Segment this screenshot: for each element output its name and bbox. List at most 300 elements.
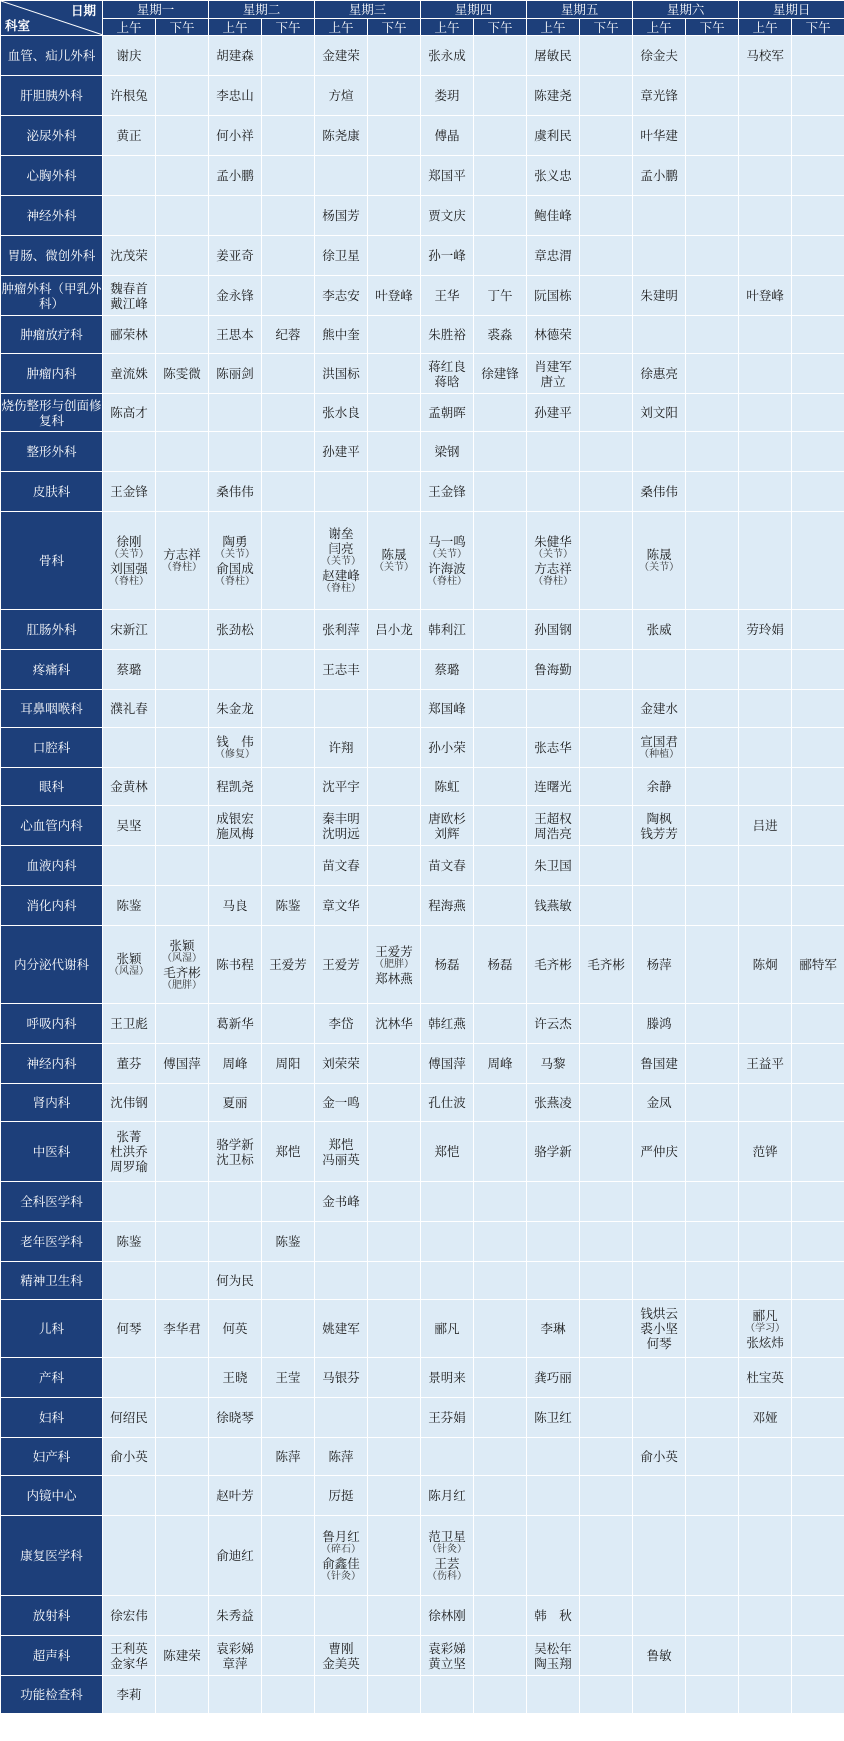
doctor-name: 陈尧康: [322, 128, 360, 143]
morning-slot: [209, 650, 262, 690]
afternoon-slot: [368, 1596, 421, 1636]
doctor-name: 叶登峰: [375, 288, 413, 303]
doctor-name: 严仲庆: [640, 1144, 678, 1159]
morning-slot: [209, 76, 262, 116]
afternoon-slot: [792, 316, 844, 354]
afternoon-slot: [792, 1516, 844, 1596]
afternoon-slot: [686, 1044, 739, 1084]
afternoon-slot: [368, 846, 421, 886]
morning-slot: [739, 1004, 792, 1044]
doctor-name: 叶华建: [640, 128, 678, 143]
morning-slot: [739, 1222, 792, 1262]
afternoon-slot: [262, 316, 315, 354]
afternoon-slot: [580, 1476, 633, 1516]
doctor-name: 徐卫星: [322, 248, 360, 263]
afternoon-slot: [156, 886, 209, 926]
afternoon-slot: [792, 394, 844, 432]
morning-slot: [421, 36, 474, 76]
morning-slot: [209, 846, 262, 886]
morning-header: 上午: [527, 19, 580, 36]
afternoon-slot: [580, 1596, 633, 1636]
afternoon-slot: [792, 690, 844, 728]
afternoon-slot: [686, 156, 739, 196]
afternoon-slot: [792, 1438, 844, 1476]
doctor-name: 沈平宇: [322, 779, 360, 794]
doctor-name: 马良: [222, 898, 248, 913]
morning-slot: [527, 316, 580, 354]
doctor-name: 张义忠: [534, 168, 572, 183]
afternoon-slot: [262, 690, 315, 728]
afternoon-slot: [686, 1300, 739, 1358]
afternoon-slot: [156, 1398, 209, 1438]
department-row: [1, 316, 844, 354]
morning-slot: [421, 1398, 474, 1438]
doctor-name: 丁午: [487, 288, 513, 303]
doctor-name: 刘辉: [434, 825, 460, 841]
morning-slot: [421, 432, 474, 472]
morning-slot: [421, 806, 474, 846]
morning-slot: [633, 846, 686, 886]
department-name: 功能检查科: [1, 1676, 103, 1714]
department-name: 妇科: [1, 1398, 103, 1438]
morning-slot: [527, 1262, 580, 1300]
morning-slot: [315, 1122, 368, 1182]
afternoon-slot: [580, 1438, 633, 1476]
morning-slot: [421, 610, 474, 650]
afternoon-slot: [792, 768, 844, 806]
afternoon-slot: [156, 1262, 209, 1300]
doctor-name: 肖建军: [534, 358, 572, 374]
morning-slot: [315, 1596, 368, 1636]
doctor-name: 郦特军: [799, 957, 837, 972]
morning-slot: [633, 1044, 686, 1084]
doctor-name: 王爱芳: [375, 943, 413, 959]
doctor-name: 马一鸣: [428, 533, 466, 549]
morning-slot: [739, 1262, 792, 1300]
afternoon-slot: [156, 1004, 209, 1044]
morning-slot: [103, 1636, 156, 1676]
morning-slot: [739, 276, 792, 316]
afternoon-slot: [686, 806, 739, 846]
day-header: 星期四: [421, 1, 527, 19]
doctor-name: 王思本: [216, 327, 254, 342]
afternoon-slot: [686, 768, 739, 806]
doctor-name: 王超权: [534, 810, 572, 826]
department-name: 皮肤科: [1, 472, 103, 512]
doctor-name: 朱金龙: [216, 701, 254, 716]
doctor-name: 朱健华: [534, 533, 572, 549]
doctor-name: 濮礼春: [110, 701, 148, 716]
morning-slot: [633, 1438, 686, 1476]
day-header: 星期一: [103, 1, 209, 19]
doctor-name: 鲁敏: [646, 1648, 672, 1663]
afternoon-slot: [580, 1044, 633, 1084]
afternoon-slot: [474, 432, 527, 472]
doctor-name: 王莹: [275, 1370, 301, 1385]
doctor-name: 何琴: [646, 1336, 672, 1351]
specialty-note: （脊柱）: [215, 575, 256, 587]
specialty-note: （脊柱）: [109, 575, 149, 587]
doctor-name: 洪国标: [322, 366, 360, 381]
doctor-name: 郦凡: [752, 1307, 778, 1323]
morning-slot: [739, 432, 792, 472]
doctor-name: 张燕凌: [534, 1095, 572, 1110]
afternoon-slot: [156, 1300, 209, 1358]
morning-slot: [315, 650, 368, 690]
doctor-name: 刘国强: [110, 560, 148, 576]
morning-slot: [633, 512, 686, 610]
morning-slot: [103, 886, 156, 926]
afternoon-header: 下午: [474, 19, 527, 36]
afternoon-slot: [368, 690, 421, 728]
doctor-name: 金建荣: [322, 48, 360, 63]
doctor-name: 童流姝: [110, 366, 148, 381]
morning-slot: [421, 1438, 474, 1476]
afternoon-slot: [262, 1300, 315, 1358]
morning-slot: [209, 1300, 262, 1358]
doctor-name: 陶勇: [222, 533, 248, 549]
doctor-name: 王益平: [746, 1056, 784, 1071]
morning-slot: [633, 156, 686, 196]
department-name: 泌尿外科: [1, 116, 103, 156]
afternoon-slot: [262, 276, 315, 316]
doctor-name: 宋新江: [110, 622, 148, 637]
afternoon-slot: [368, 1222, 421, 1262]
doctor-name: 陈晟: [381, 547, 407, 562]
doctor-name: 杜宝英: [746, 1370, 784, 1385]
doctor-name: 孙建平: [534, 405, 572, 420]
morning-slot: [315, 690, 368, 728]
doctor-name: 蔡璐: [116, 662, 142, 677]
morning-slot: [421, 1262, 474, 1300]
afternoon-slot: [262, 1182, 315, 1222]
afternoon-slot: [474, 116, 527, 156]
doctor-name: 徐晓琴: [216, 1410, 254, 1425]
afternoon-slot: [580, 236, 633, 276]
department-row: [1, 472, 844, 512]
department-name: 肝胆胰外科: [1, 76, 103, 116]
morning-slot: [739, 36, 792, 76]
specialty-note: （风湿）: [109, 966, 149, 977]
doctor-name: 冯丽英: [322, 1151, 360, 1167]
specialty-note: （关节）: [533, 548, 574, 560]
department-row: [1, 1222, 844, 1262]
morning-slot: [633, 1516, 686, 1596]
afternoon-slot: [156, 1438, 209, 1476]
doctor-name: 王志丰: [322, 662, 360, 677]
morning-slot: [209, 156, 262, 196]
morning-slot: [739, 846, 792, 886]
specialty-note: （学习）: [745, 1322, 786, 1334]
department-name: 疼痛科: [1, 650, 103, 690]
afternoon-slot: [262, 354, 315, 394]
afternoon-slot: [686, 196, 739, 236]
doctor-name: 孙一峰: [428, 248, 466, 263]
morning-slot: [209, 36, 262, 76]
afternoon-slot: [262, 512, 315, 610]
doctor-name: 吴松年: [534, 1640, 572, 1656]
morning-slot: [527, 394, 580, 432]
doctor-name: 郑恺: [275, 1144, 301, 1159]
department-row: [1, 1300, 844, 1358]
doctor-name: 徐建锋: [481, 366, 519, 381]
department-name: 呼吸内科: [1, 1004, 103, 1044]
afternoon-slot: [686, 886, 739, 926]
doctor-name: 朱卫国: [534, 858, 572, 873]
doctor-name: 金黄林: [110, 779, 148, 794]
morning-slot: [209, 1438, 262, 1476]
doctor-name: 董芬: [116, 1056, 142, 1071]
afternoon-slot: [580, 472, 633, 512]
doctor-name: 陶枫: [646, 810, 672, 826]
morning-slot: [209, 1676, 262, 1714]
afternoon-slot: [686, 236, 739, 276]
afternoon-slot: [368, 1182, 421, 1222]
doctor-name: 马黎: [540, 1056, 566, 1071]
morning-slot: [315, 846, 368, 886]
doctor-name: 杨国芳: [322, 208, 360, 223]
afternoon-slot: [156, 512, 209, 610]
specialty-note: （针灸）: [427, 1543, 468, 1555]
morning-slot: [315, 1300, 368, 1358]
morning-slot: [103, 1358, 156, 1398]
department-row: [1, 1084, 844, 1122]
doctor-name: 陈炯: [752, 957, 778, 972]
afternoon-slot: [792, 1262, 844, 1300]
morning-slot: [527, 1122, 580, 1182]
morning-slot: [209, 610, 262, 650]
doctor-name: 戴江峰: [110, 295, 148, 311]
morning-slot: [633, 610, 686, 650]
morning-slot: [633, 432, 686, 472]
doctor-name: 蒋红良: [428, 358, 466, 374]
doctor-name: 陈萍: [275, 1449, 301, 1464]
afternoon-slot: [474, 76, 527, 116]
doctor-name: 韩利江: [428, 622, 466, 637]
afternoon-slot: [474, 354, 527, 394]
afternoon-slot: [368, 1398, 421, 1438]
doctor-name: 王爱芳: [322, 957, 360, 972]
morning-slot: [209, 236, 262, 276]
afternoon-slot: [262, 36, 315, 76]
department-name: 神经内科: [1, 1044, 103, 1084]
specialty-note: （关节）: [321, 556, 362, 567]
morning-slot: [315, 926, 368, 1004]
doctor-name: 傅国萍: [163, 1056, 201, 1071]
morning-slot: [739, 316, 792, 354]
doctor-name: 王卫彪: [110, 1016, 148, 1031]
morning-slot: [527, 846, 580, 886]
afternoon-header: 下午: [368, 19, 421, 36]
morning-slot: [527, 196, 580, 236]
doctor-name: 陈书程: [216, 957, 254, 972]
afternoon-slot: [368, 1004, 421, 1044]
morning-slot: [633, 886, 686, 926]
department-row: [1, 36, 844, 76]
afternoon-slot: [580, 1398, 633, 1438]
doctor-name: 郑国峰: [428, 701, 466, 716]
afternoon-slot: [792, 926, 844, 1004]
doctor-name: 刘荣荣: [322, 1056, 360, 1071]
morning-slot: [527, 1222, 580, 1262]
morning-slot: [527, 610, 580, 650]
afternoon-slot: [368, 926, 421, 1004]
afternoon-slot: [580, 354, 633, 394]
morning-slot: [633, 36, 686, 76]
morning-slot: [739, 472, 792, 512]
doctor-name: 陈高才: [110, 405, 148, 420]
doctor-name: 贾文庆: [428, 208, 466, 223]
afternoon-slot: [474, 1358, 527, 1398]
morning-slot: [103, 394, 156, 432]
morning-slot: [421, 76, 474, 116]
afternoon-slot: [686, 472, 739, 512]
doctor-name: 金一鸣: [322, 1095, 360, 1110]
afternoon-slot: [262, 1596, 315, 1636]
morning-slot: [315, 116, 368, 156]
afternoon-slot: [792, 1676, 844, 1714]
morning-slot: [209, 1596, 262, 1636]
department-row: [1, 1122, 844, 1182]
corner-header: [1, 1, 103, 36]
afternoon-slot: [580, 1004, 633, 1044]
morning-slot: [527, 1044, 580, 1084]
afternoon-slot: [792, 156, 844, 196]
morning-slot: [315, 156, 368, 196]
morning-header: 上午: [633, 19, 686, 36]
afternoon-slot: [686, 36, 739, 76]
day-header: 星期六: [633, 1, 739, 19]
specialty-note: （伤科）: [427, 1570, 468, 1582]
department-row: [1, 76, 844, 116]
morning-slot: [633, 1596, 686, 1636]
doctor-name: 葛新华: [216, 1016, 254, 1031]
doctor-name: 许根兔: [110, 88, 148, 103]
morning-slot: [421, 1476, 474, 1516]
afternoon-slot: [262, 1358, 315, 1398]
afternoon-slot: [262, 1004, 315, 1044]
morning-slot: [633, 926, 686, 1004]
afternoon-slot: [156, 1358, 209, 1398]
doctor-name: 钱燕敏: [534, 898, 572, 913]
department-row: [1, 276, 844, 316]
afternoon-slot: [686, 1262, 739, 1300]
morning-slot: [103, 768, 156, 806]
afternoon-slot: [686, 1182, 739, 1222]
doctor-name: 魏春首: [110, 280, 148, 296]
doctor-name: 李琳: [540, 1321, 566, 1336]
afternoon-slot: [368, 1676, 421, 1714]
doctor-name: 孟朝晖: [428, 405, 466, 420]
morning-slot: [421, 1182, 474, 1222]
morning-slot: [209, 1262, 262, 1300]
doctor-name: 蒋晗: [434, 373, 460, 389]
afternoon-slot: [686, 116, 739, 156]
day-header: 星期二: [209, 1, 315, 19]
doctor-name: 骆学新: [216, 1136, 254, 1152]
afternoon-slot: [474, 768, 527, 806]
morning-slot: [633, 394, 686, 432]
afternoon-slot: [474, 1084, 527, 1122]
specialty-note: （肥胖）: [374, 958, 415, 970]
doctor-name: 赵建峰: [322, 568, 360, 583]
morning-slot: [633, 728, 686, 768]
department-name: 老年医学科: [1, 1222, 103, 1262]
afternoon-slot: [580, 394, 633, 432]
doctor-name: 张颖: [169, 937, 195, 953]
afternoon-slot: [156, 690, 209, 728]
morning-slot: [209, 690, 262, 728]
afternoon-slot: [580, 926, 633, 1004]
afternoon-slot: [262, 236, 315, 276]
afternoon-slot: [580, 728, 633, 768]
doctor-name: 蔡璐: [434, 662, 460, 677]
afternoon-slot: [262, 846, 315, 886]
morning-slot: [421, 1516, 474, 1596]
doctor-name: 孔仕波: [428, 1095, 466, 1110]
morning-slot: [209, 806, 262, 846]
doctor-name: 沈茂荣: [110, 248, 148, 263]
afternoon-slot: [580, 512, 633, 610]
morning-slot: [527, 1004, 580, 1044]
specialty-note: （关节）: [374, 562, 415, 573]
morning-slot: [527, 768, 580, 806]
doctor-name: 李志安: [322, 288, 360, 303]
department-name: 心血管内科: [1, 806, 103, 846]
department-row: [1, 926, 844, 1004]
afternoon-slot: [156, 610, 209, 650]
doctor-name: 周浩亮: [534, 825, 572, 841]
afternoon-slot: [368, 156, 421, 196]
afternoon-slot: [686, 432, 739, 472]
department-row: [1, 1438, 844, 1476]
afternoon-slot: [792, 76, 844, 116]
morning-slot: [421, 1300, 474, 1358]
morning-slot: [315, 276, 368, 316]
afternoon-slot: [580, 650, 633, 690]
doctor-name: 毛齐彬: [163, 964, 201, 980]
morning-slot: [315, 196, 368, 236]
morning-slot: [315, 76, 368, 116]
morning-slot: [103, 1676, 156, 1714]
morning-slot: [103, 432, 156, 472]
afternoon-slot: [368, 1358, 421, 1398]
morning-slot: [315, 1476, 368, 1516]
afternoon-slot: [368, 728, 421, 768]
afternoon-slot: [792, 236, 844, 276]
afternoon-slot: [580, 806, 633, 846]
department-row: [1, 728, 844, 768]
afternoon-slot: [368, 276, 421, 316]
morning-slot: [421, 1044, 474, 1084]
morning-slot: [527, 806, 580, 846]
afternoon-slot: [686, 846, 739, 886]
morning-slot: [315, 236, 368, 276]
afternoon-slot: [474, 1516, 527, 1596]
morning-slot: [103, 806, 156, 846]
doctor-name: 金家华: [110, 1655, 148, 1671]
department-row: [1, 1596, 844, 1636]
morning-slot: [315, 1222, 368, 1262]
department-row: [1, 650, 844, 690]
morning-slot: [527, 926, 580, 1004]
morning-slot: [315, 1182, 368, 1222]
afternoon-slot: [792, 1044, 844, 1084]
doctor-name: 金美英: [322, 1655, 360, 1671]
afternoon-slot: [262, 156, 315, 196]
department-name: 肿瘤外科（甲乳外科）: [1, 276, 103, 316]
afternoon-header: 下午: [580, 19, 633, 36]
